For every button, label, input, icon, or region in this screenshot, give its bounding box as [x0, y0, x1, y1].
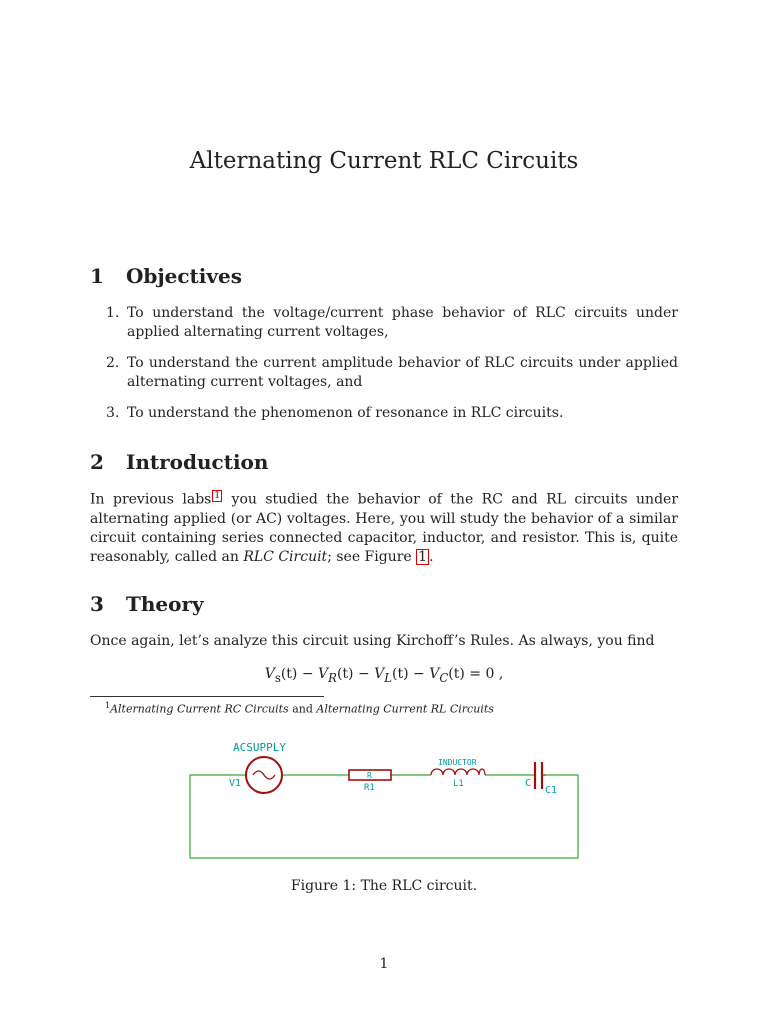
list-item-text: To understand the voltage/current phase behavior of RLC circuits under applied alternating current voltages, — [127, 305, 678, 340]
intro-text: you studied the behavior of the RC and RL circuits under alternating applied (or AC) voltages. Here, you will study the behavior of a similar circuit containing series connected capacitor, inductor, and resistor. This is, quite reasonably, called an — [90, 491, 679, 565]
supply-name-label: ACSUPPLY — [233, 741, 286, 754]
list-marker: 1. — [106, 305, 120, 321]
document-title: Alternating Current RLC Circuits — [189, 148, 579, 174]
circuit-wires — [190, 775, 578, 858]
inductor-ref-label: L1 — [453, 779, 464, 789]
eq-op: − — [297, 666, 319, 682]
list-marker: 2. — [106, 355, 120, 371]
list-marker: 3. — [106, 405, 120, 421]
capacitor-value-label: C — [525, 778, 532, 789]
intro-text: ; see Figure — [327, 548, 417, 565]
figure-link[interactable]: 1 — [418, 548, 428, 565]
inductor-symbol — [431, 769, 485, 775]
eq-symbol: V — [318, 666, 329, 682]
list-item-text: To understand the current amplitude behavior of RLC circuits under applied alternating current voltages, and — [127, 355, 678, 390]
eq-arg: (t) — [448, 666, 465, 682]
footnote-text: and — [288, 702, 317, 716]
section-number: 3 — [90, 592, 104, 616]
intro-text: In previous labs — [90, 491, 212, 508]
sine-wave-icon — [253, 771, 275, 779]
eq-op: − — [353, 666, 375, 682]
inductor-name-label: INDUCTOR — [438, 758, 477, 767]
capacitor-ref-label: C1 — [545, 785, 558, 796]
page-number: 1 — [379, 956, 389, 972]
section-number: 1 — [90, 264, 104, 288]
figure-caption: Figure 1: The RLC circuit. — [290, 878, 478, 894]
footnote-text: Alternating Current RC Circuits — [110, 702, 289, 716]
eq-subscript: C — [439, 670, 449, 685]
wire-loop — [190, 775, 578, 858]
footnote-text: Alternating Current RL Circuits — [316, 702, 494, 716]
resistor-value-label: R — [367, 771, 372, 780]
eq-arg: (t) — [280, 666, 298, 682]
intro-emphasis: RLC Circuit — [243, 548, 328, 565]
intro-text: . — [429, 548, 434, 565]
eq-arg: (t) — [392, 666, 409, 682]
eq-subscript: R — [328, 670, 337, 685]
eq-subscript: L — [384, 670, 393, 685]
eq-symbol: V — [264, 666, 275, 682]
section-title: Theory — [126, 592, 204, 616]
section-number: 2 — [90, 450, 104, 474]
footnote-link[interactable]: 1 — [214, 491, 221, 501]
eq-symbol: V — [429, 666, 440, 682]
eq-op: − — [408, 666, 430, 682]
eq-symbol: V — [374, 666, 385, 682]
resistor-ref-label: R1 — [364, 783, 375, 793]
supply-ref-label: V1 — [229, 778, 242, 789]
section-title: Introduction — [126, 450, 269, 474]
eq-rhs: = 0 , — [464, 666, 504, 682]
theory-paragraph: Once again, let’s analyze this circuit using Kirchoff’s Rules. As always, you find — [90, 633, 655, 649]
list-item-text: To understand the phenomenon of resonance in RLC circuits. — [127, 405, 564, 421]
circuit-labels — [229, 741, 557, 796]
eq-arg: (t) — [336, 666, 354, 682]
eq-subscript: s — [274, 670, 281, 685]
footnote-mark: 1 — [105, 701, 111, 710]
section-title: Objectives — [126, 264, 242, 288]
